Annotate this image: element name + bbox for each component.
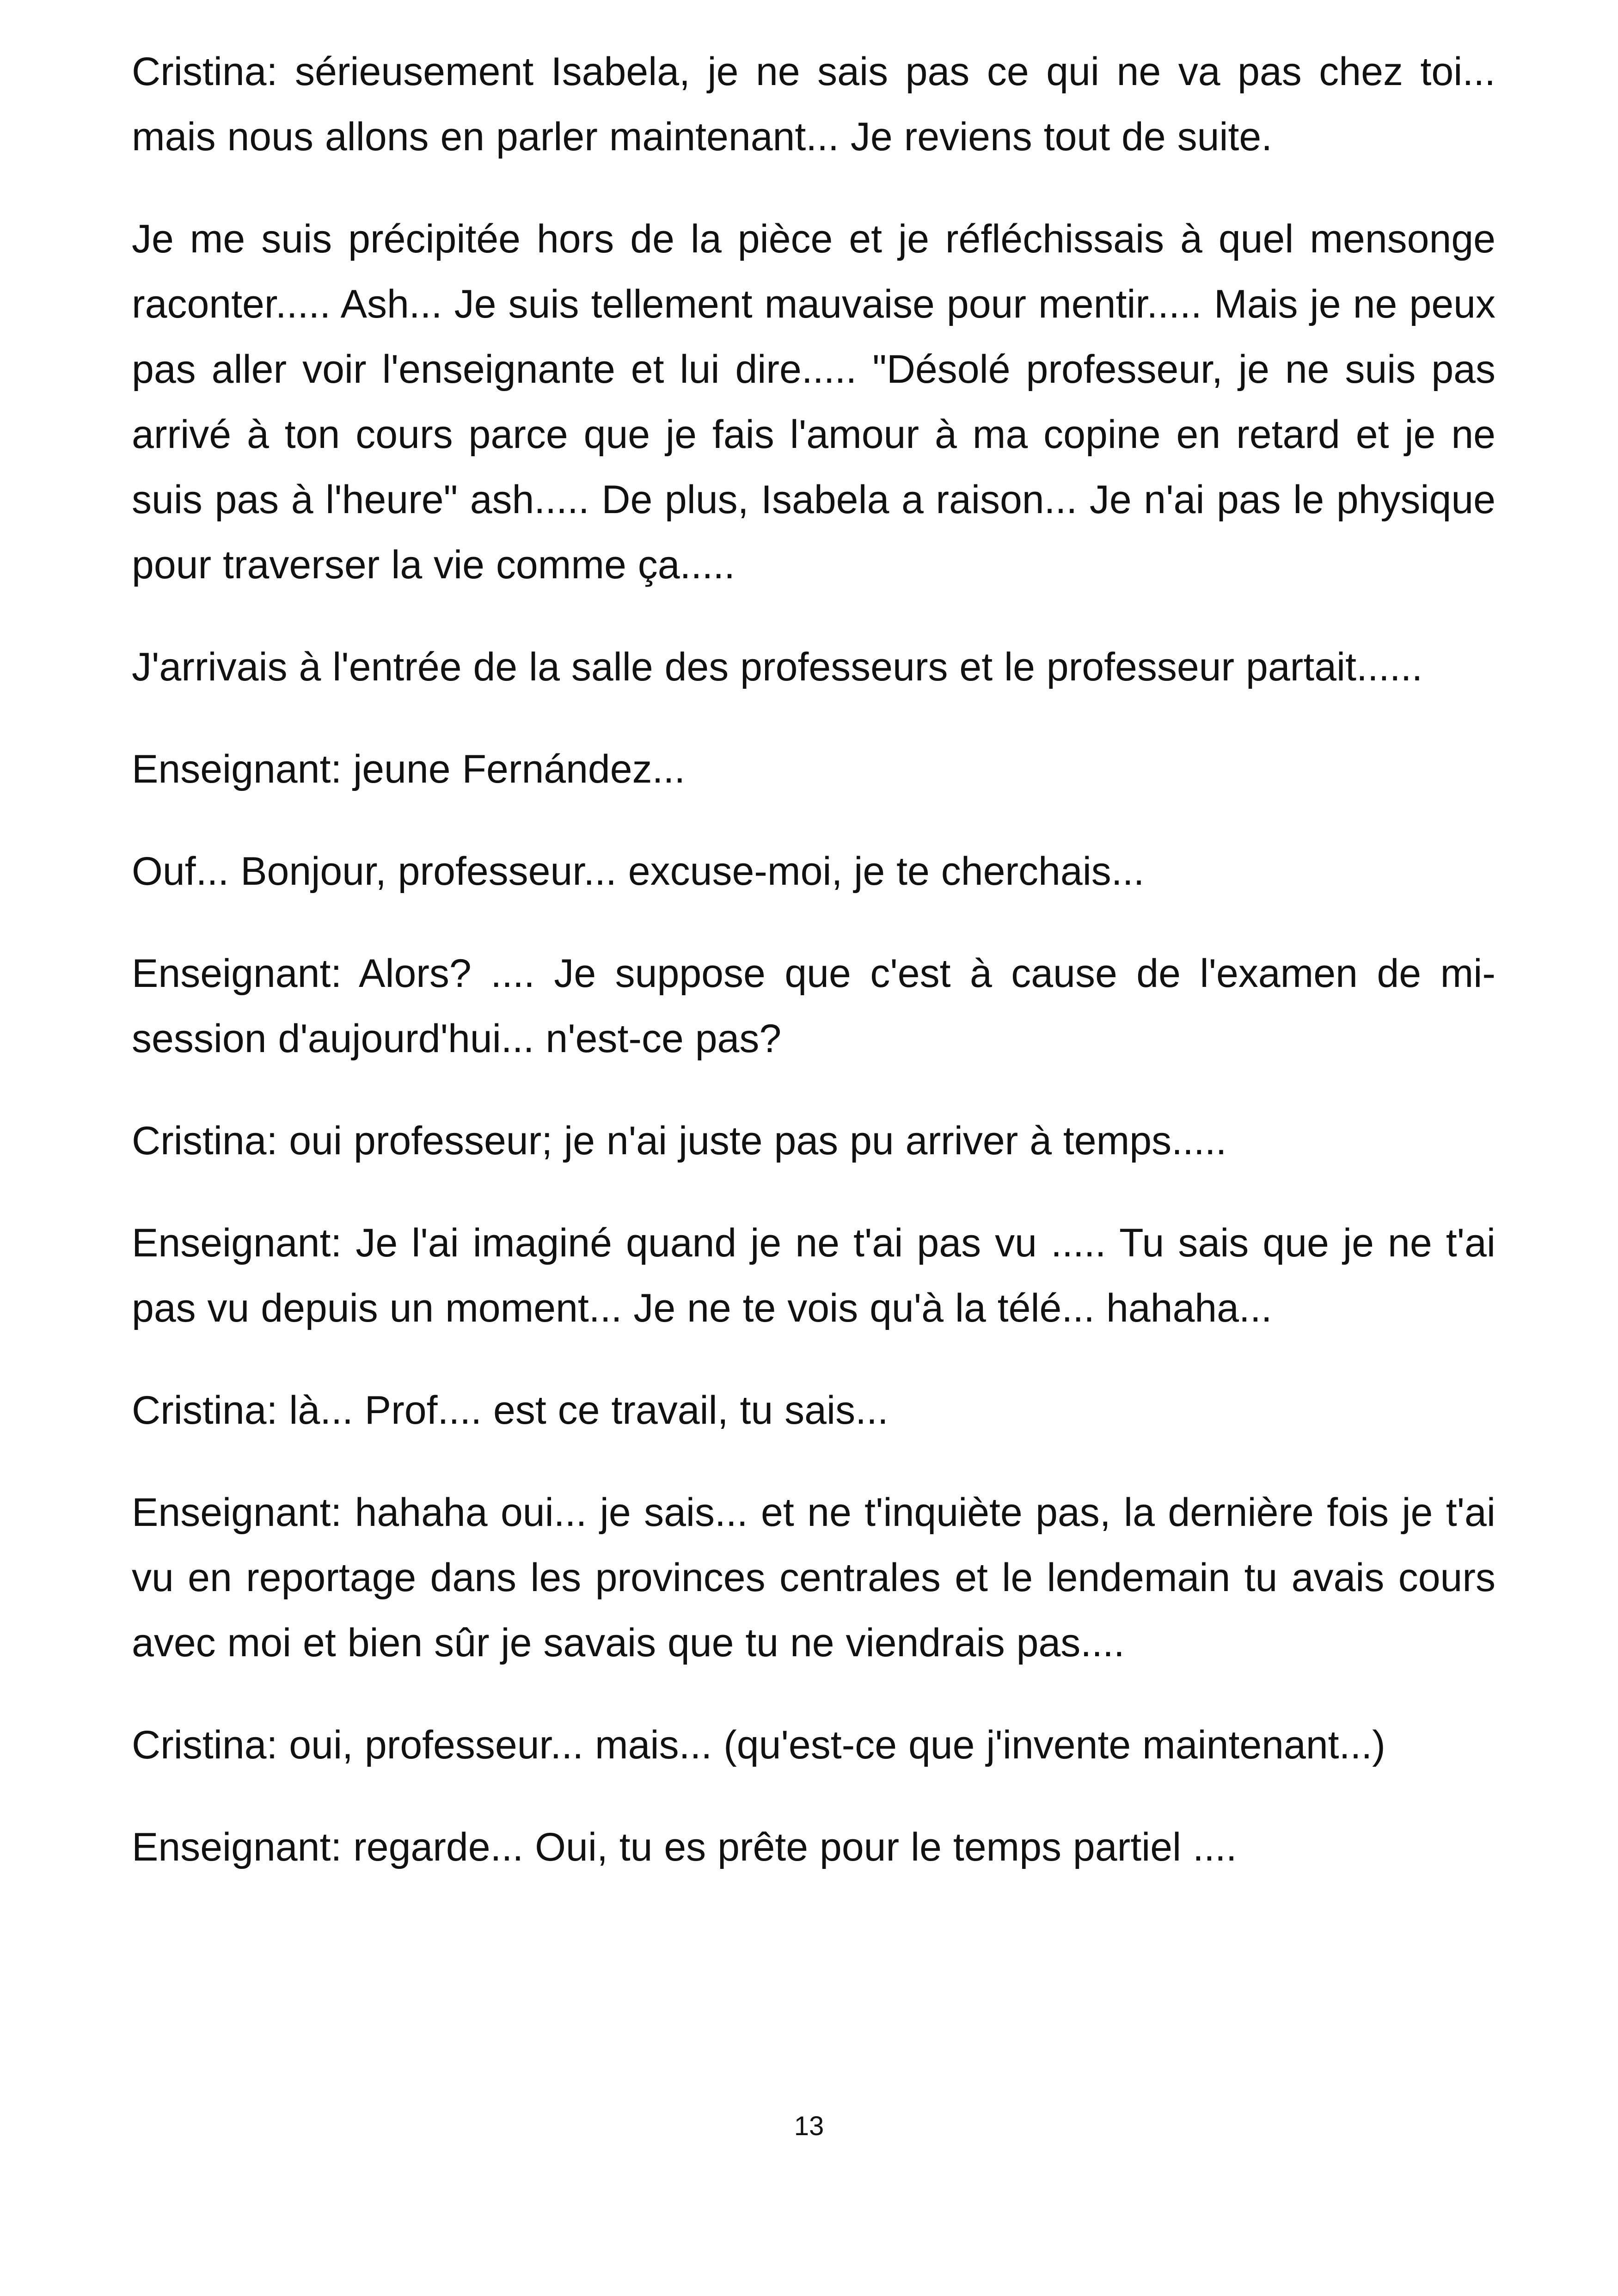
paragraph: Ouf... Bonjour, professeur... excuse-moi, je te cherchais... xyxy=(132,849,1145,894)
paragraph: Cristina: là... Prof.... est ce travail, tu sais... xyxy=(132,1388,889,1433)
paragraph: Enseignant: Alors? .... Je suppose que c'est à cause de l'examen de mi-session d'aujourd'hui... n'est-ce pas? xyxy=(132,951,1495,1061)
paragraph: Je me suis précipitée hors de la pièce et je réfléchissais à quel mensonge raconter..... Ash... Je suis tellement mauvaise pour mentir..... Mais je ne peux pas aller voir l'enseignante et lui dire..... "Désolé professeur, je ne suis pas arrivé à ton cours parce que je fais l'amour à ma copine en retard et je ne suis pas à l'heure" ash..... De plus, Isabela a raison... Je n'ai pas le physique pour traverser la vie comme ça..... xyxy=(132,217,1495,587)
paragraph: Enseignant: regarde... Oui, tu es prête pour le temps partiel .... xyxy=(132,1825,1237,1869)
paragraph: J'arrivais à l'entrée de la salle des professeurs et le professeur partait...... xyxy=(132,645,1423,689)
paragraph: Enseignant: jeune Fernández... xyxy=(132,747,686,791)
paragraph: Cristina: oui, professeur... mais... (qu'est-ce que j'invente maintenant...) xyxy=(132,1723,1385,1767)
paragraph: Enseignant: hahaha oui... je sais... et ne t'inquiète pas, la dernière fois je t'ai vu en reportage dans les provinces centrales et le lendemain tu avais cours avec moi et bien sûr je savais que tu ne viendrais pas.... xyxy=(132,1490,1495,1665)
paragraph: Cristina: sérieusement Isabela, je ne sais pas ce qui ne va pas chez toi... mais nous allons en parler maintenant... Je reviens tout de suite. xyxy=(132,49,1495,159)
paragraph: Cristina: oui professeur; je n'ai juste pas pu arriver à temps..... xyxy=(132,1119,1227,1163)
page-body xyxy=(132,39,1495,1917)
paragraph: Enseignant: Je l'ai imaginé quand je ne t'ai pas vu ..... Tu sais que je ne t'ai pas vu depuis un moment... Je ne te vois qu'à la télé... hahaha... xyxy=(132,1221,1495,1330)
page-number: 13 xyxy=(794,2111,824,2141)
